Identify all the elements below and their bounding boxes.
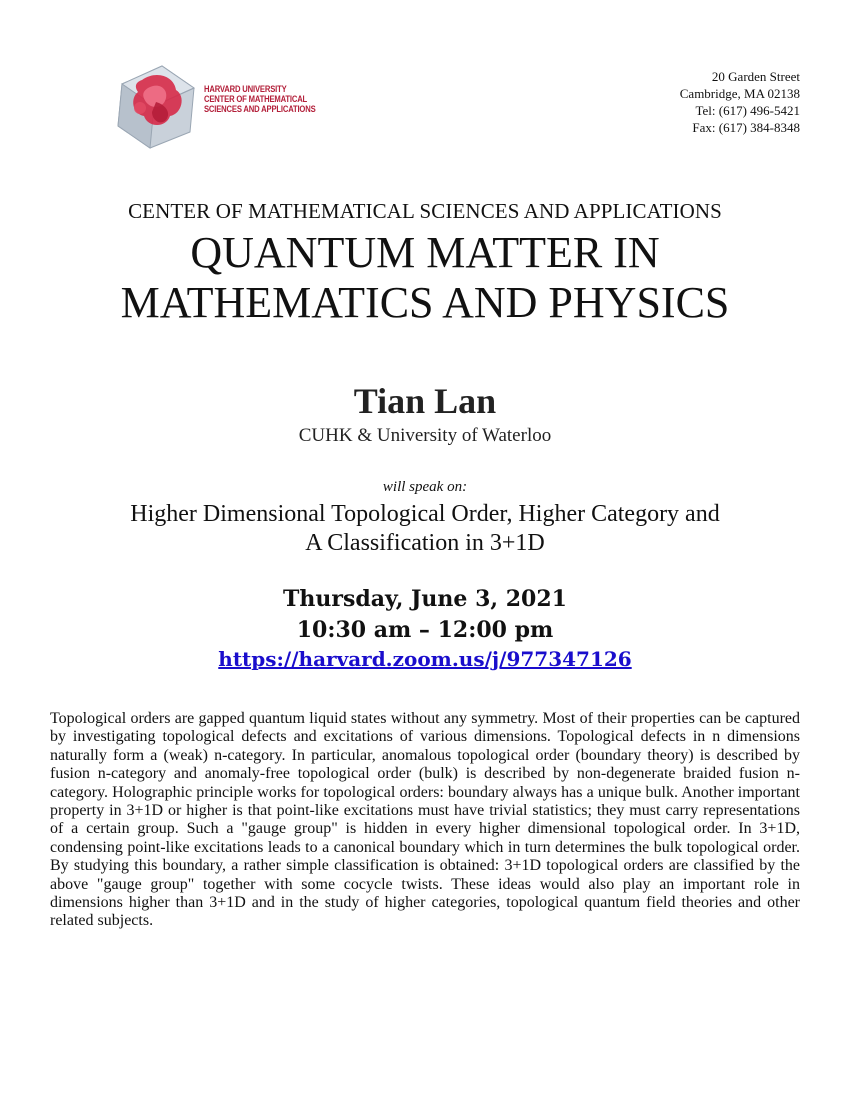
logo-line: HARVARD UNIVERSITY — [204, 84, 287, 94]
address-street: 20 Garden Street — [711, 69, 800, 84]
will-speak-on-label: will speak on: — [382, 479, 468, 495]
address-tel: Tel: (617) 496-5421 — [695, 103, 800, 118]
speaker-affiliation: CUHK & University of Waterloo — [298, 425, 552, 446]
series-title-line: QUANTUM MATTER IN — [190, 228, 660, 277]
event-time: 10:30 am – 12:00 pm — [296, 617, 554, 643]
event-date: Thursday, June 3, 2021 — [283, 586, 567, 612]
talk-title-line: A Classification in 3+1D — [305, 530, 545, 556]
center-name: CENTER OF MATHEMATICAL SCIENCES AND APPLICATIONS — [128, 199, 722, 223]
logo-line: CENTER OF MATHEMATICAL — [204, 94, 308, 104]
talk-title-line: Higher Dimensional Topological Order, Higher Category and — [130, 501, 720, 527]
cube-logo-icon — [112, 62, 198, 150]
abstract-text: Topological orders are gapped quantum liquid states without any symmetry. Most of their properties can be captured by investigating topological defects and excitations of various dimensions. Topological defects in n dimensions naturally form a (weak) n-category. In particular, anomalous topological order (boundary theory) is described by fusion n-category and anomaly-free topological order (bulk) is described by non-degenerate braided fusion n-category. Holographic principle works for topological orders: boundary always has a unique bulk. Another important property in 3+1D or higher is that point-like excitations must have trivial statistics; they must carry representations of a certain group. Such a "gauge group" is hidden in every higher dimensional topological order. In 3+1D, condensing point-like excitations leads to a canonical boundary which in turn determines the bulk topological order. By studying this boundary, a rather simple classification is obtained: 3+1D topological orders are classified by the above "gauge group" together with some cocycle twists. These ideas would also play an important role in dimensions higher than 3+1D and in the study of higher categories, topological quantum field theories and other related subjects. — [50, 710, 800, 930]
address-block — [680, 68, 800, 136]
address-fax: Fax: (617) 384-8348 — [692, 120, 800, 135]
logo-wordmark — [204, 84, 335, 114]
series-title-line: MATHEMATICS AND PHYSICS — [120, 278, 730, 327]
zoom-link[interactable]: https://harvard.zoom.us/j/977347126 — [218, 647, 632, 671]
cmsa-logo — [112, 62, 322, 152]
talk-title — [60, 500, 790, 558]
series-title — [0, 228, 850, 328]
logo-line: SCIENCES AND APPLICATIONS — [204, 104, 316, 114]
speaker-name: Tian Lan — [353, 381, 497, 421]
address-city: Cambridge, MA 02138 — [679, 86, 800, 101]
